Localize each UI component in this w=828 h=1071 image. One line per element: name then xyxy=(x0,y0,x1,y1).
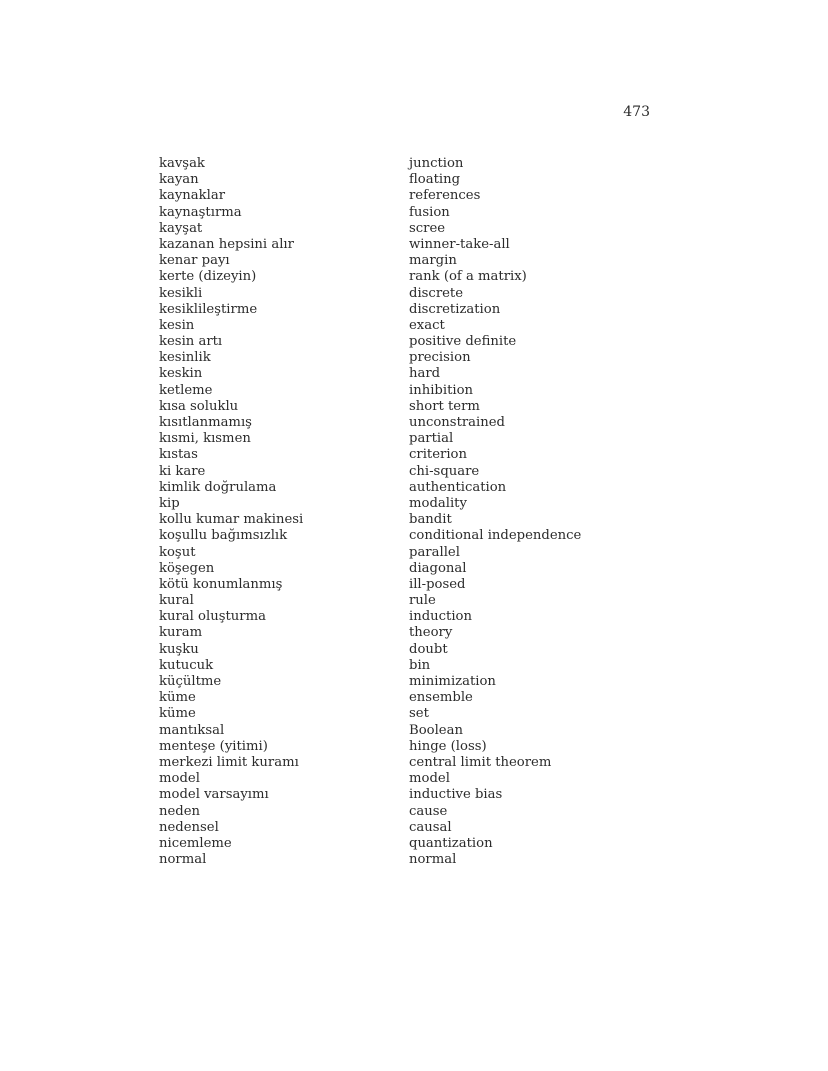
glossary-row xyxy=(159,188,679,204)
glossary-row xyxy=(159,237,679,253)
glossary-row xyxy=(159,723,679,739)
english-term: normal xyxy=(409,852,457,868)
english-term: fusion xyxy=(409,204,450,220)
glossary-row xyxy=(159,787,679,803)
english-term: criterion xyxy=(409,447,467,463)
turkish-term: neden xyxy=(159,803,201,819)
glossary-row xyxy=(159,302,679,318)
turkish-term: menteşe (yitimi) xyxy=(159,738,268,754)
english-term: bandit xyxy=(409,512,452,528)
turkish-term: ki kare xyxy=(159,463,206,479)
english-term: exact xyxy=(409,317,445,333)
glossary-row xyxy=(159,156,679,172)
english-term: authentication xyxy=(409,479,507,495)
english-term: Boolean xyxy=(409,722,463,738)
english-term: conditional independence xyxy=(409,528,582,544)
page-number: 473 xyxy=(623,104,650,120)
english-term: inhibition xyxy=(409,382,474,398)
glossary-row xyxy=(159,690,679,706)
glossary-row xyxy=(159,512,679,528)
english-term: discretization xyxy=(409,301,501,317)
turkish-term: normal xyxy=(159,852,207,868)
glossary-row xyxy=(159,431,679,447)
turkish-term: kesikli xyxy=(159,285,203,301)
turkish-term: kerte (dizeyin) xyxy=(159,269,257,285)
turkish-term: kesin artı xyxy=(159,334,223,350)
english-term: discrete xyxy=(409,285,464,301)
english-term: inductive bias xyxy=(409,787,503,803)
english-term: rank (of a matrix) xyxy=(409,269,527,285)
turkish-term: kollu kumar makinesi xyxy=(159,512,304,528)
glossary-row xyxy=(159,334,679,350)
turkish-term: kutucuk xyxy=(159,657,214,673)
turkish-term: kayşat xyxy=(159,220,203,236)
english-term: quantization xyxy=(409,835,493,851)
english-term: bin xyxy=(409,657,431,673)
glossary-table xyxy=(159,156,679,868)
glossary-row xyxy=(159,172,679,188)
english-term: model xyxy=(409,771,450,787)
english-term: induction xyxy=(409,609,472,625)
glossary-row xyxy=(159,609,679,625)
turkish-term: keskin xyxy=(159,366,203,382)
glossary-row xyxy=(159,771,679,787)
glossary-row xyxy=(159,318,679,334)
english-term: set xyxy=(409,706,429,722)
glossary-row xyxy=(159,625,679,641)
english-term: parallel xyxy=(409,544,460,560)
english-term: central limit theorem xyxy=(409,754,552,770)
glossary-row xyxy=(159,528,679,544)
turkish-term: koşut xyxy=(159,544,196,560)
english-term: causal xyxy=(409,819,452,835)
english-term: junction xyxy=(409,156,464,171)
turkish-term: kimlik doğrulama xyxy=(159,479,277,495)
english-term: references xyxy=(409,188,481,204)
glossary-row xyxy=(159,480,679,496)
glossary-row xyxy=(159,561,679,577)
english-term: precision xyxy=(409,350,471,366)
turkish-term: nedensel xyxy=(159,819,219,835)
glossary-row xyxy=(159,496,679,512)
english-term: positive definite xyxy=(409,334,517,350)
glossary-row xyxy=(159,836,679,852)
glossary-row xyxy=(159,755,679,771)
english-term: chi-square xyxy=(409,463,480,479)
glossary-row xyxy=(159,674,679,690)
english-term: winner-take-all xyxy=(409,236,510,252)
english-term: ensemble xyxy=(409,690,473,706)
english-term: scree xyxy=(409,220,446,236)
glossary-row xyxy=(159,577,679,593)
turkish-term: kaynaklar xyxy=(159,188,226,204)
english-term: hard xyxy=(409,366,441,382)
glossary-row xyxy=(159,593,679,609)
turkish-term: kesin xyxy=(159,317,195,333)
glossary-row xyxy=(159,447,679,463)
turkish-term: model varsayımı xyxy=(159,787,269,803)
turkish-term: model xyxy=(159,771,200,787)
glossary-row xyxy=(159,205,679,221)
turkish-term: küçültme xyxy=(159,674,222,689)
turkish-term: mantıksal xyxy=(159,722,225,738)
turkish-term: kayan xyxy=(159,172,199,188)
turkish-term: kaynaştırma xyxy=(159,204,242,220)
turkish-term: küme xyxy=(159,690,196,706)
glossary-row xyxy=(159,269,679,285)
english-term: margin xyxy=(409,253,457,269)
english-term: diagonal xyxy=(409,560,467,576)
english-term: unconstrained xyxy=(409,415,505,430)
glossary-row xyxy=(159,706,679,722)
english-term: partial xyxy=(409,431,454,447)
turkish-term: küme xyxy=(159,706,196,722)
turkish-term: kötü konumlanmış xyxy=(159,576,283,592)
turkish-term: kısmi, kısmen xyxy=(159,431,251,447)
glossary-row xyxy=(159,464,679,480)
turkish-term: merkezi limit kuramı xyxy=(159,754,299,770)
turkish-term: kuram xyxy=(159,625,203,641)
glossary-row xyxy=(159,820,679,836)
turkish-term: kısa soluklu xyxy=(159,398,239,414)
english-term: hinge (loss) xyxy=(409,738,487,754)
english-term: cause xyxy=(409,803,448,819)
english-term: rule xyxy=(409,593,436,609)
glossary-row xyxy=(159,739,679,755)
turkish-term: kavşak xyxy=(159,156,205,171)
turkish-term: kesinlik xyxy=(159,350,211,366)
turkish-term: kip xyxy=(159,495,180,511)
glossary-row xyxy=(159,221,679,237)
glossary-row xyxy=(159,852,679,868)
turkish-term: kesiklileştirme xyxy=(159,301,258,317)
glossary-row xyxy=(159,253,679,269)
turkish-term: koşullu bağımsızlık xyxy=(159,528,288,544)
turkish-term: kazanan hepsini alır xyxy=(159,236,294,252)
english-term: theory xyxy=(409,625,453,641)
glossary-row xyxy=(159,658,679,674)
turkish-term: köşegen xyxy=(159,560,215,576)
turkish-term: kenar payı xyxy=(159,253,230,269)
turkish-term: nicemleme xyxy=(159,835,232,851)
glossary-row xyxy=(159,286,679,302)
turkish-term: kural oluşturma xyxy=(159,609,266,625)
glossary-row xyxy=(159,642,679,658)
english-term: minimization xyxy=(409,674,496,689)
glossary-row xyxy=(159,383,679,399)
turkish-term: kuşku xyxy=(159,641,199,657)
glossary-row xyxy=(159,399,679,415)
glossary-row xyxy=(159,804,679,820)
glossary-row xyxy=(159,350,679,366)
glossary-row xyxy=(159,366,679,382)
english-term: floating xyxy=(409,172,461,188)
turkish-term: kıstas xyxy=(159,447,198,463)
glossary-row xyxy=(159,545,679,561)
glossary-row xyxy=(159,415,679,431)
english-term: short term xyxy=(409,398,480,414)
english-term: modality xyxy=(409,495,467,511)
turkish-term: ketleme xyxy=(159,382,213,398)
english-term: ill-posed xyxy=(409,576,466,592)
english-term: doubt xyxy=(409,641,448,657)
turkish-term: kısıtlanmamış xyxy=(159,415,252,430)
turkish-term: kural xyxy=(159,593,194,609)
